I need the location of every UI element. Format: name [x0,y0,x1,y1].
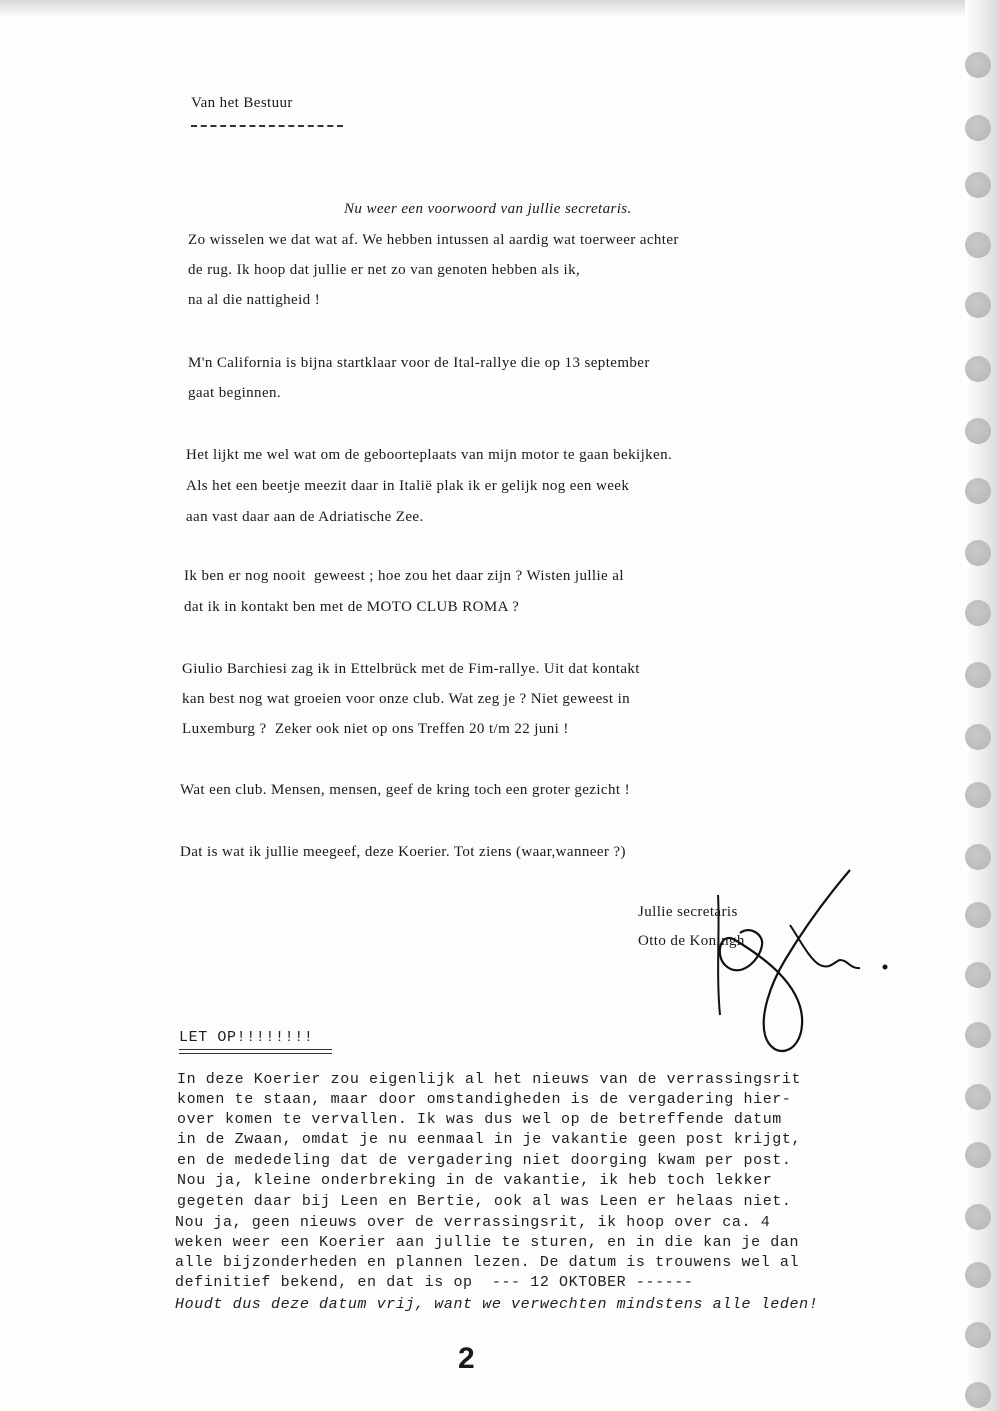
punch-hole [965,1084,991,1110]
notice-line: weken weer een Koerier aan jullie te sturen, en in die kan je dan [175,1234,800,1251]
punch-hole [965,1382,991,1408]
punch-hole [965,1262,991,1288]
notice-line: in de Zwaan, omdat je nu eenmaal in je vakantie geen post krijgt, [177,1131,802,1148]
punch-hole [965,962,991,988]
notice-line: Nou ja, kleine onderbreking in de vakantie, ik heb toch lekker [177,1172,773,1189]
punch-hole [965,1022,991,1048]
punch-hole [965,724,991,750]
punch-hole [965,902,991,928]
handwritten-signature [690,865,890,1075]
notice-line: over komen te vervallen. Ik was dus wel op de betreffende datum [177,1111,782,1128]
paragraph-line: Als het een beetje meezit daar in Italië plak ik er gelijk nog een week [186,478,630,494]
paragraph-line: Giulio Barchiesi zag ik in Ettelbrück met de Fim-rallye. Uit dat kontakt [182,661,640,677]
notice-heading-underline [179,1049,332,1054]
page-number: 2 [458,1342,475,1375]
signer-name: Otto de Koningh [638,933,745,949]
punch-hole [965,418,991,444]
paragraph-line: Dat is wat ik jullie meegeef, deze Koerier. Tot ziens (waar,wanneer ?) [180,844,626,860]
paragraph-line: Wat een club. Mensen, mensen, geef de kring toch een groter gezicht ! [180,782,630,798]
notice-line: en de mededeling dat de vergadering niet doorging kwam per post. [177,1152,792,1169]
notice-line: komen te staan, maar door omstandigheden is de vergadering hier- [177,1091,792,1108]
punch-hole [965,356,991,382]
letter-heading: Nu weer een voorwoord van jullie secretaris. [344,201,632,217]
punch-hole [965,1142,991,1168]
punch-hole [965,232,991,258]
notice-line: In deze Koerier zou eigenlijk al het nieuws van de verrassingsrit [177,1071,802,1088]
paragraph-line: Luxemburg ? Zeker ook niet op ons Treffen 20 t/m 22 juni ! [182,721,569,737]
punch-hole [965,662,991,688]
punch-hole [965,292,991,318]
paragraph-line: kan best nog wat groeien voor onze club. Wat zeg je ? Niet geweest in [182,691,631,707]
paragraph-line: Het lijkt me wel wat om de geboorteplaats van mijn motor te gaan bekijken. [186,447,673,463]
page-title: Van het Bestuur [191,95,293,111]
paragraph-line: na al die nattigheid ! [188,292,321,308]
notice-line: definitief bekend, en dat is op --- 12 OKTOBER ------ [175,1274,694,1291]
notice-line: Nou ja, geen nieuws over de verrassingsrit, ik hoop over ca. 4 [175,1214,771,1231]
paragraph-line: Ik ben er nog nooit geweest ; hoe zou het daar zijn ? Wisten jullie al [184,568,624,584]
paragraph-line: de rug. Ik hoop dat jullie er net zo van genoten hebben als ik, [188,262,581,278]
punch-hole [965,782,991,808]
punch-hole [965,52,991,78]
punch-hole [965,1322,991,1348]
paragraph-line: dat ik in kontakt ben met de MOTO CLUB ROMA ? [184,599,520,615]
closing-line: Jullie secretaris [638,904,738,920]
paragraph-line: Zo wisselen we dat wat af. We hebben intussen al aardig wat toerweer achter [188,232,679,248]
punch-hole [965,172,991,198]
punch-hole [965,600,991,626]
punch-hole [965,115,991,141]
scan-edge-shadow [965,0,999,1411]
punch-hole [965,1204,991,1230]
scan-top-shadow [0,0,999,18]
notice-heading: LET OP!!!!!!!! [179,1029,314,1046]
punch-hole [965,478,991,504]
paragraph-line: M'n California is bijna startklaar voor de Ital-rallye die op 13 september [188,355,650,371]
punch-hole [965,844,991,870]
paragraph-line: aan vast daar aan de Adriatische Zee. [186,509,424,525]
paragraph-line: gaat beginnen. [188,385,282,401]
notice-last-line: Houdt dus deze datum vrij, want we verwechten mindstens alle leden! [175,1296,819,1313]
notice-line: gegeten daar bij Leen en Bertie, ook al was Leen er helaas niet. [177,1193,792,1210]
punch-hole [965,540,991,566]
notice-line: alle bijzonderheden en plannen lezen. De datum is trouwens wel al [175,1254,800,1271]
title-underline [191,125,343,127]
